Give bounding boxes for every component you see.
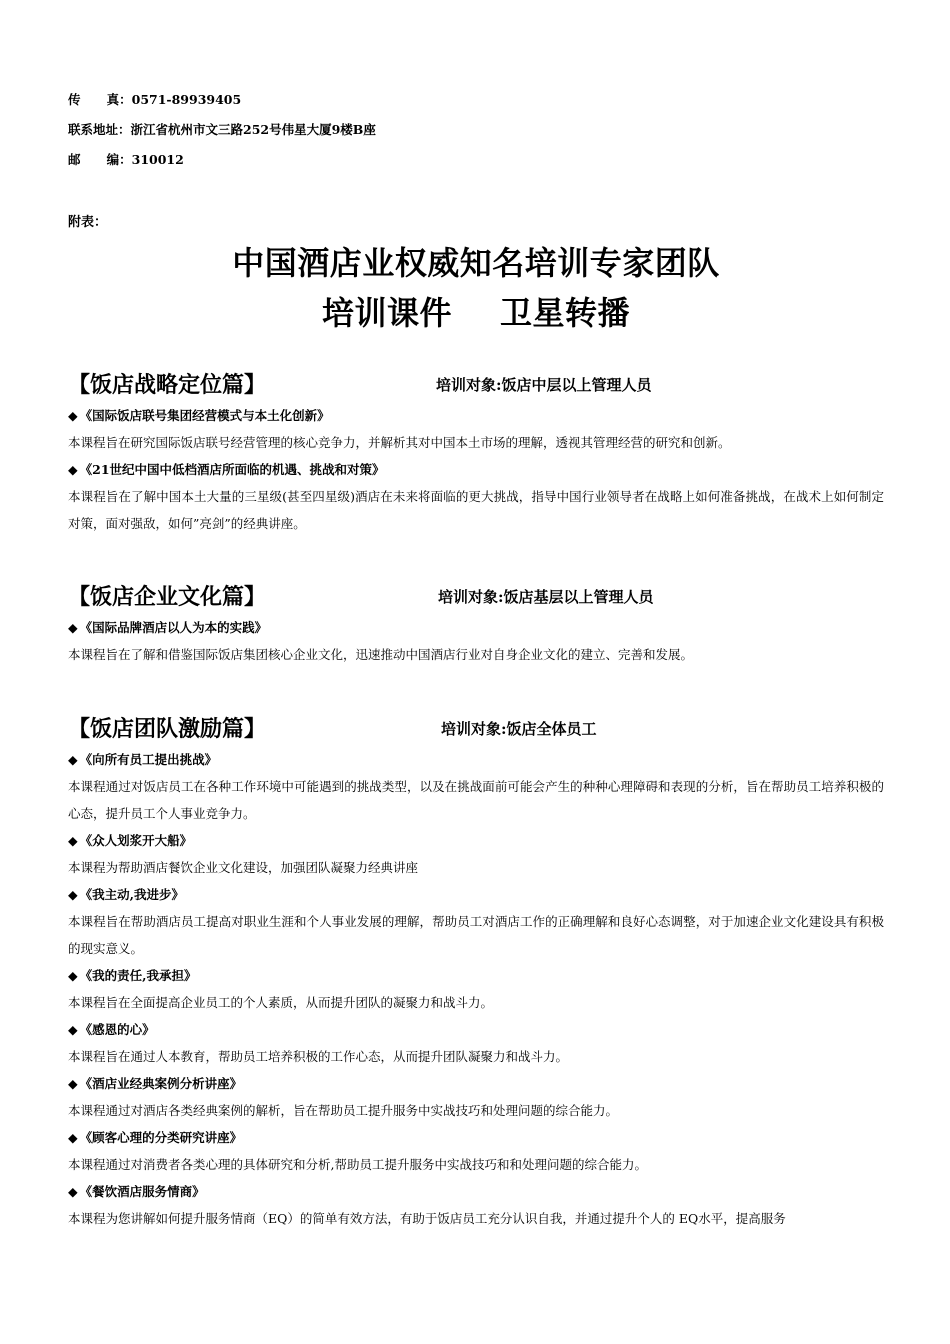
course-item bbox=[68, 614, 884, 668]
course-title: ◆ 《21世纪中国中低档酒店所面临的机遇、挑战和对策》 bbox=[68, 462, 385, 477]
course-item bbox=[68, 827, 884, 881]
address-value: 浙江省杭州市文三路252号伟星大厦9楼B座 bbox=[130, 122, 376, 137]
course-title: ◆ 《向所有员工提出挑战》 bbox=[68, 752, 218, 767]
course-title: ◆ 《酒店业经典案例分析讲座》 bbox=[68, 1076, 243, 1091]
course-description: 本课程旨在研究国际饭店联号经营管理的核心竞争力，并解析其对中国本土市场的理解，透视其管理经营的研究和创新。 bbox=[68, 435, 731, 450]
diamond-bullet-icon: ◆ bbox=[68, 408, 78, 423]
course-title: ◆ 《众人划浆开大船》 bbox=[68, 833, 193, 848]
course-description: 本课程通过对饭店员工在各种工作环境中可能遇到的挑战类型，以及在挑战面前可能会产生的种种心理障碍和表现的分析，旨在帮助员工培养积极的心态，提升员工个人事业竞争力。 bbox=[68, 779, 884, 821]
diamond-bullet-icon: ◆ bbox=[68, 1022, 78, 1037]
course-description: 本课程为帮助酒店餐饮企业文化建设，加强团队凝聚力经典讲座 bbox=[68, 860, 419, 875]
subtitle bbox=[68, 288, 884, 334]
main-title: 中国酒店业权威知名培训专家团队 bbox=[232, 244, 720, 282]
course-title: ◆ 《餐饮酒店服务情商》 bbox=[68, 1184, 205, 1199]
course-title: ◆ 《国际饭店联号集团经营模式与本土化创新》 bbox=[68, 408, 330, 423]
course-description: 本课程旨在了解中国本土大量的三星级(甚至四星级)酒店在未来将面临的更大挑战，指导中国行业领导者在战略上如何准备挑战，在战术上如何制定对策，面对强敌，如何”亮剑”的经典讲座。 bbox=[68, 489, 884, 531]
course-item bbox=[68, 1124, 884, 1178]
fax-value: 0571-89939405 bbox=[131, 92, 242, 107]
section-culture bbox=[68, 580, 884, 668]
section-title: 【饭店战略定位篇】 bbox=[68, 372, 267, 398]
course-title: ◆ 《国际品牌酒店以人为本的实践》 bbox=[68, 620, 268, 635]
diamond-bullet-icon: ◆ bbox=[68, 833, 78, 848]
diamond-bullet-icon: ◆ bbox=[68, 1184, 78, 1199]
section-header bbox=[68, 368, 884, 402]
appendix-label: 附表： bbox=[68, 215, 108, 230]
course-description: 本课程旨在了解和借鉴国际饭店集团核心企业文化，迅速推动中国酒店行业对自身企业文化的建立、完善和发展。 bbox=[68, 647, 694, 662]
course-item bbox=[68, 1070, 884, 1124]
course-description: 本课程旨在帮助酒店员工提高对职业生涯和个人事业发展的理解，帮助员工对酒店工作的正确理解和良好心态调整，对于加速企业文化建设具有积极的现实意义。 bbox=[68, 914, 884, 956]
section-target: 培训对象:饭店中层以上管理人员 bbox=[436, 376, 652, 394]
address-line bbox=[68, 120, 376, 138]
fax-line bbox=[68, 90, 241, 108]
section-target: 培训对象:饭店全体员工 bbox=[441, 720, 597, 738]
section-title: 【饭店企业文化篇】 bbox=[68, 584, 267, 610]
course-description: 本课程通过对酒店各类经典案例的解析，旨在帮助员工提升服务中实战技巧和处理问题的综合能力。 bbox=[68, 1103, 619, 1118]
section-title: 【饭店团队激励篇】 bbox=[68, 716, 267, 742]
course-title: ◆ 《顾客心理的分类研究讲座》 bbox=[68, 1130, 243, 1145]
course-item bbox=[68, 1178, 884, 1232]
course-item bbox=[68, 402, 884, 456]
diamond-bullet-icon: ◆ bbox=[68, 1130, 78, 1145]
course-description: 本课程旨在通过人本教育，帮助员工培养积极的工作心态，从而提升团队凝聚力和战斗力。 bbox=[68, 1049, 569, 1064]
section-strategy bbox=[68, 368, 884, 537]
diamond-bullet-icon: ◆ bbox=[68, 887, 78, 902]
subtitle-part-b: 卫星转播 bbox=[500, 294, 631, 332]
diamond-bullet-icon: ◆ bbox=[68, 1076, 78, 1091]
diamond-bullet-icon: ◆ bbox=[68, 968, 78, 983]
course-title: ◆ 《我的责任,我承担》 bbox=[68, 968, 197, 983]
course-description: 本课程为您讲解如何提升服务情商（EQ）的简单有效方法，有助于饭店员工充分认识自我，并通过提升个人的 EQ水平，提高服务 bbox=[68, 1211, 786, 1226]
fax-label: 传 真： bbox=[68, 92, 132, 107]
course-item bbox=[68, 456, 884, 537]
zip-line bbox=[68, 150, 184, 168]
course-item bbox=[68, 881, 884, 962]
course-title: ◆ 《我主动,我进步》 bbox=[68, 887, 184, 902]
course-title: ◆ 《感恩的心》 bbox=[68, 1022, 155, 1037]
section-header bbox=[68, 580, 884, 614]
section-team bbox=[68, 712, 884, 1232]
section-header bbox=[68, 712, 884, 746]
subtitle-part-a: 培训课件 bbox=[321, 294, 452, 332]
diamond-bullet-icon: ◆ bbox=[68, 620, 78, 635]
course-item bbox=[68, 746, 884, 827]
zip-value: 310012 bbox=[131, 152, 184, 167]
zip-label: 邮 编： bbox=[68, 152, 132, 167]
diamond-bullet-icon: ◆ bbox=[68, 752, 78, 767]
address-label: 联系地址： bbox=[68, 122, 131, 137]
diamond-bullet-icon: ◆ bbox=[68, 462, 78, 477]
course-description: 本课程通过对消费者各类心理的具体研究和分析,帮助员工提升服务中实战技巧和和处理问题的综合能力。 bbox=[68, 1157, 647, 1172]
course-item bbox=[68, 962, 884, 1016]
course-description: 本课程旨在全面提高企业员工的个人素质，从而提升团队的凝聚力和战斗力。 bbox=[68, 995, 494, 1010]
section-target: 培训对象:饭店基层以上管理人员 bbox=[438, 588, 654, 606]
course-item bbox=[68, 1016, 884, 1070]
